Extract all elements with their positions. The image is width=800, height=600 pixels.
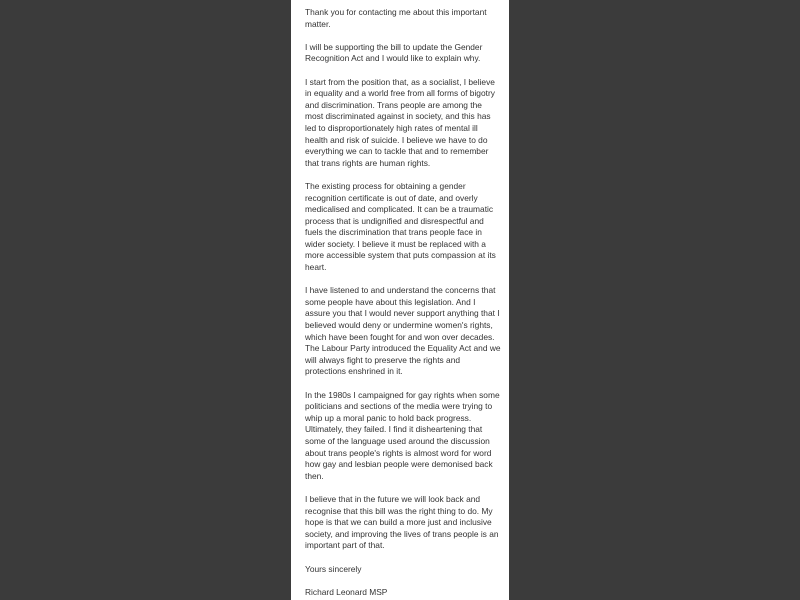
letter-signature: Richard Leonard MSP — [305, 586, 388, 597]
letter-page — [291, 0, 509, 600]
paragraph-future: I believe that in the future we will look back and recognise that this bill was the right thing to do. My hope is that we can build a more just and inclusive society, and improving the lives of trans people is an important part of that. — [305, 493, 499, 551]
paragraph-concerns: I have listened to and understand the concerns that some people have about this legislation. And I assure you that I would never support anything that I believed would deny or undermine women's rights, which have been fought for and won over decades. The Labour Party introduced the Equality Act and we will always fight to preserve the rights and protections enshrined in it. — [305, 285, 501, 377]
letter-body — [305, 7, 501, 600]
paragraph-equality: I start from the position that, as a socialist, I believe in equality and a world free from all forms of bigotry and discrimination. Trans people are among the most discriminated against in society, and this has led to disproportionately high rates of mental ill health and risk of suicide. I believe we have to do everything we can to tackle that and to remember that trans rights are human rights. — [305, 76, 495, 168]
letter-closing: Yours sincerely — [305, 563, 362, 574]
paragraph-existing-process: The existing process for obtaining a gender recognition certificate is out of date, and overly medicalised and complicated. It can be a traumatic process that is undignified and disrespectful and fuels the discrimination that trans people face in wider society. I believe it must be replaced with a more accessible system that puts compassion at its heart. — [305, 180, 496, 273]
paragraph-greeting: Thank you for contacting me about this important matter. — [305, 7, 487, 29]
paragraph-gay-rights: In the 1980s I campaigned for gay rights when some politicians and sections of the media were trying to whip up a moral panic to hold back progress. Ultimately, they failed. I find it disheartening that some of the language used around the discussion about trans people's rights is almost word for word how gay and lesbian people were demonised back then. — [305, 389, 500, 481]
paragraph-support-bill: I will be supporting the bill to update the Gender Recognition Act and I would like to explain why. — [305, 41, 483, 64]
